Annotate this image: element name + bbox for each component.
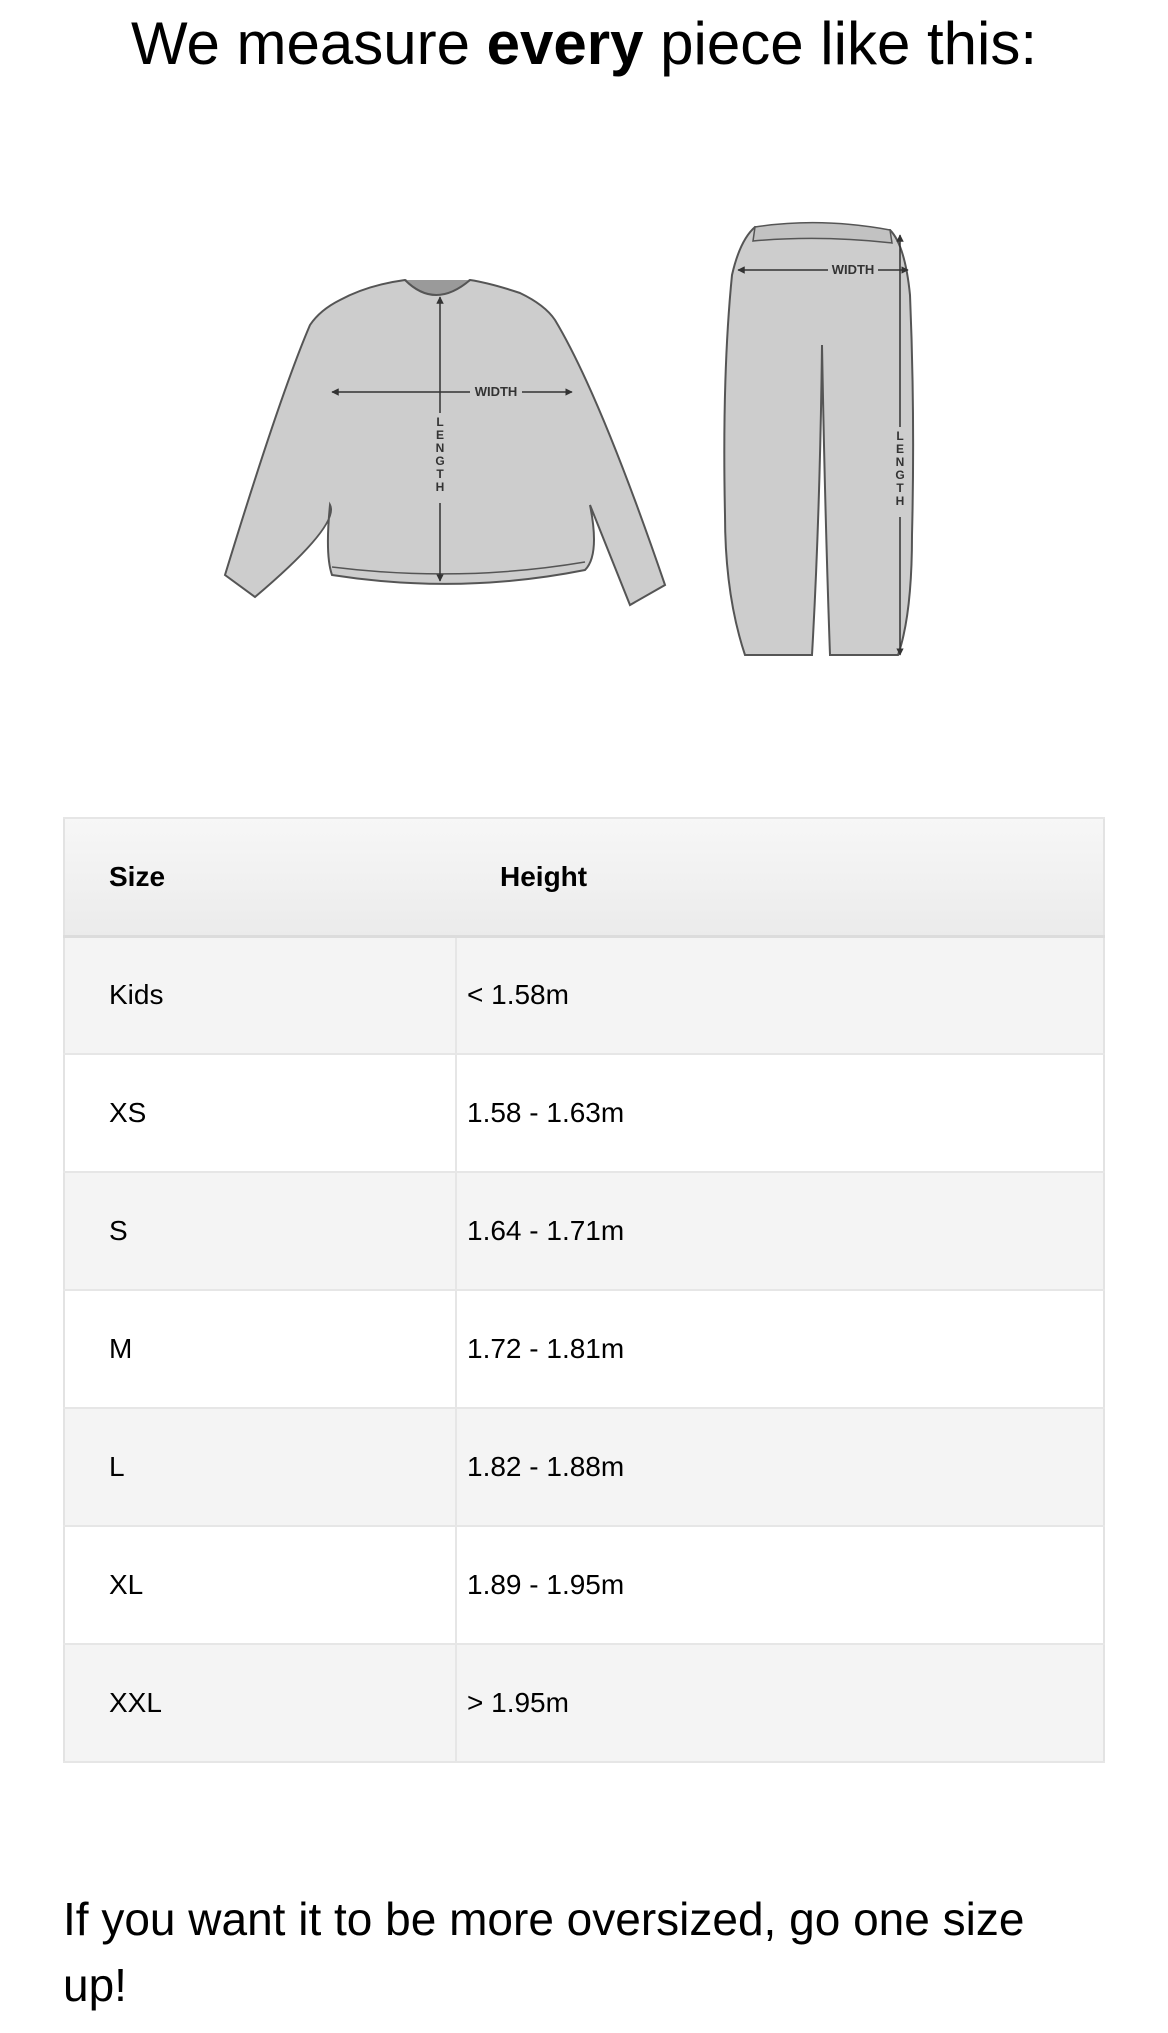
size-chart-table: [63, 817, 1105, 1763]
svg-text:H: H: [435, 480, 445, 494]
title-text-end: piece like this:: [643, 10, 1038, 77]
height-cell: > 1.95m: [456, 1644, 1104, 1762]
svg-text:G: G: [435, 454, 445, 468]
table-row: [64, 1644, 1104, 1762]
table-row: [64, 1526, 1104, 1644]
measurement-illustration: [220, 215, 940, 675]
table-row: [64, 1172, 1104, 1290]
height-cell: 1.82 - 1.88m: [456, 1408, 1104, 1526]
sweatshirt-length-label: [432, 413, 448, 503]
size-cell: XXL: [64, 1644, 456, 1762]
pants-length-label: [892, 427, 908, 517]
svg-text:L: L: [436, 415, 444, 429]
size-cell: Kids: [64, 936, 456, 1054]
table-row: [64, 936, 1104, 1054]
svg-text:N: N: [895, 455, 905, 469]
height-cell: 1.58 - 1.63m: [456, 1054, 1104, 1172]
title-text-start: We measure: [130, 10, 487, 77]
svg-text:E: E: [895, 442, 905, 456]
height-cell: 1.72 - 1.81m: [456, 1290, 1104, 1408]
size-cell: XS: [64, 1054, 456, 1172]
sizing-tip: If you want it to be more oversized, go one size up!: [63, 1893, 1025, 2011]
table-row: [64, 1054, 1104, 1172]
svg-text:N: N: [435, 441, 445, 455]
table-row: [64, 1408, 1104, 1526]
height-cell: 1.64 - 1.71m: [456, 1172, 1104, 1290]
size-cell: XL: [64, 1526, 456, 1644]
table-header-row: [64, 818, 1104, 936]
sweatshirt-width-label: WIDTH: [474, 384, 518, 399]
svg-text:H: H: [895, 494, 905, 508]
pants-width-label: WIDTH: [831, 262, 875, 277]
title-emphasis: every: [486, 10, 644, 77]
svg-text:G: G: [895, 468, 905, 482]
pants-body: [724, 227, 913, 655]
pants-diagram: [720, 215, 940, 665]
header-size: Size: [64, 818, 456, 936]
sweatshirt-diagram: [220, 275, 690, 615]
size-cell: S: [64, 1172, 456, 1290]
height-cell: < 1.58m: [456, 936, 1104, 1054]
header-height: Height: [456, 818, 1104, 936]
page-title: [0, 8, 1168, 80]
size-cell: M: [64, 1290, 456, 1408]
svg-text:T: T: [436, 467, 444, 481]
size-cell: L: [64, 1408, 456, 1526]
svg-text:T: T: [896, 481, 904, 495]
svg-text:L: L: [896, 429, 904, 443]
table-row: [64, 1290, 1104, 1408]
height-cell: 1.89 - 1.95m: [456, 1526, 1104, 1644]
svg-text:E: E: [435, 428, 445, 442]
